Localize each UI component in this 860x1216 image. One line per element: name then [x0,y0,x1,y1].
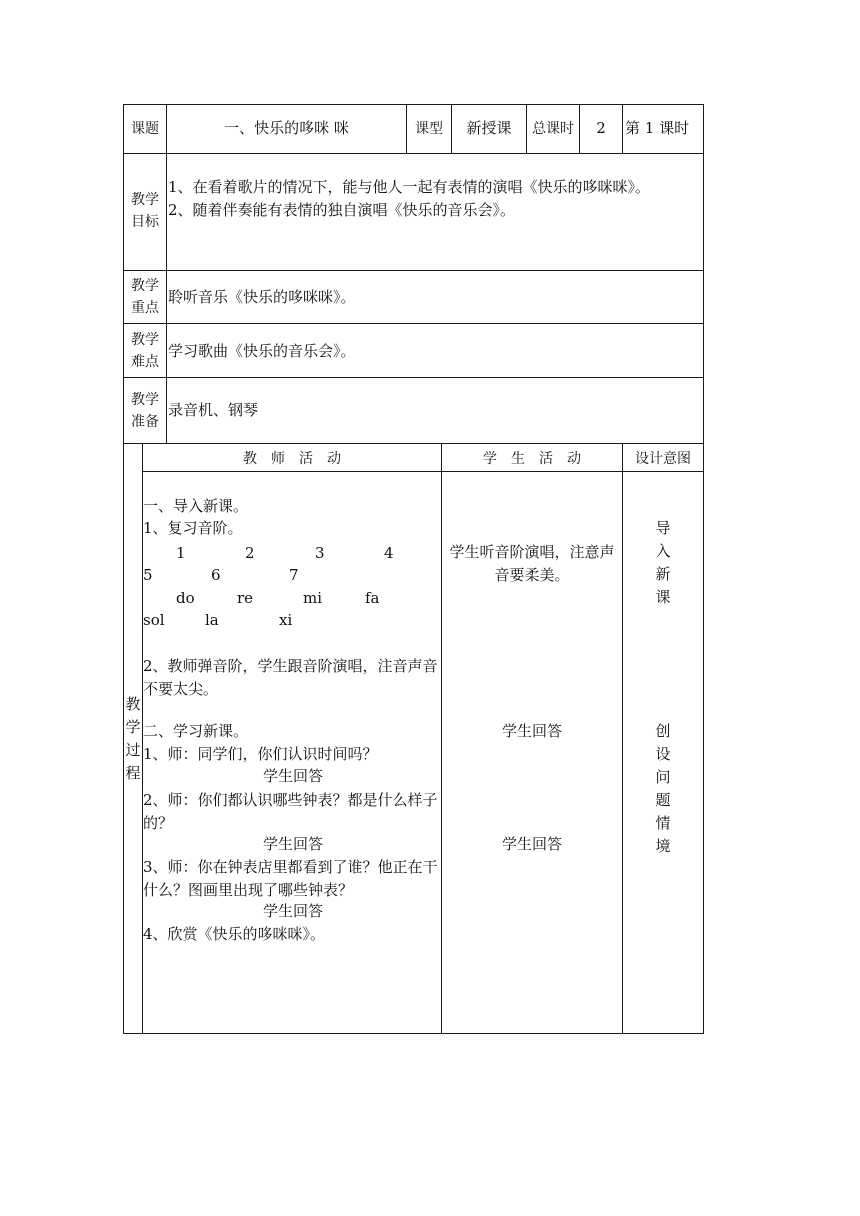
col-teacher-activity: 教 师 活 动 [243,451,341,467]
col-design-intent: 设计意图 [635,451,691,467]
question-3: 3、师：你在钟表店里都看到了谁？他正在干什么？图画里出现了哪些钟表？ [143,858,438,899]
goal-item-1: 1、在看着歌片的情况下，能与他人一起有表情的演唱《快乐的哆咪咪》。 [168,178,651,196]
prep-text: 录音机、钢琴 [168,401,259,419]
scale-name-sol: sol [143,611,165,629]
type-label: 课型 [415,121,443,137]
process-label: 教学过程 [125,695,141,782]
total-hours-label: 总课时 [532,121,574,137]
scale-number-4: 4 [384,544,394,562]
answer-3: 学生回答 [263,902,324,920]
student-intro-activity: 学生听音阶演唱，注意声音要柔美。 [449,543,615,584]
scale-name-re: re [237,589,254,607]
scale-name-la: la [205,611,219,629]
scale-number-2: 2 [245,544,255,562]
answer-2: 学生回答 [263,835,324,853]
prep-label: 教学准备 [131,392,159,430]
topic-value: 一、快乐的哆咪 咪 [224,119,349,137]
scale-number-6: 6 [211,566,221,584]
scale-number-1: 1 [176,544,186,562]
focus-text: 聆听音乐《快乐的哆咪咪》。 [168,288,356,306]
goal-item-2: 2、随着伴奏能有表情的独自演唱《快乐的音乐会》。 [168,201,516,219]
question-1: 1、师：同学们，你们认识时间吗？ [143,745,378,763]
total-hours-value: 2 [596,119,606,137]
question-2: 2、师：你们都认识哪些钟表？都是什么样子的？ [143,791,438,832]
appreciate-song: 4、欣赏《快乐的哆咪咪》。 [143,925,326,943]
scale-name-mi: mi [303,589,323,607]
scale-name-do: do [176,589,195,607]
lesson-number: 第 1 课时 [625,119,690,137]
type-value: 新授课 [466,119,512,137]
col-student-activity: 学 生 活 动 [483,451,581,467]
goals-label: 教学目标 [131,192,159,230]
review-scale: 1、复习音阶。 [143,519,243,537]
student-answer-1: 学生回答 [501,722,562,740]
scale-name-xi: xi [279,611,293,629]
teacher-play-scale: 2、教师弹音阶，学生跟音阶演唱，注音声音不要太尖。 [143,657,438,698]
scale-number-7: 7 [289,566,299,584]
difficulty-text: 学习歌曲《快乐的音乐会》。 [168,342,356,360]
answer-1: 学生回答 [263,767,324,785]
scale-name-fa: fa [365,589,380,607]
student-answer-2: 学生回答 [501,835,562,853]
focus-label: 教学重点 [131,278,159,316]
difficulty-label: 教学难点 [131,332,159,370]
scale-number-5: 5 [143,566,153,584]
topic-label: 课题 [131,121,159,137]
new-lesson-title: 二、学习新课。 [143,722,249,740]
design-intro: 导入新课 [655,519,671,606]
intro-title: 一、导入新课。 [143,497,249,515]
scale-number-3: 3 [315,544,325,562]
design-situation: 创设问题情境 [655,722,671,855]
